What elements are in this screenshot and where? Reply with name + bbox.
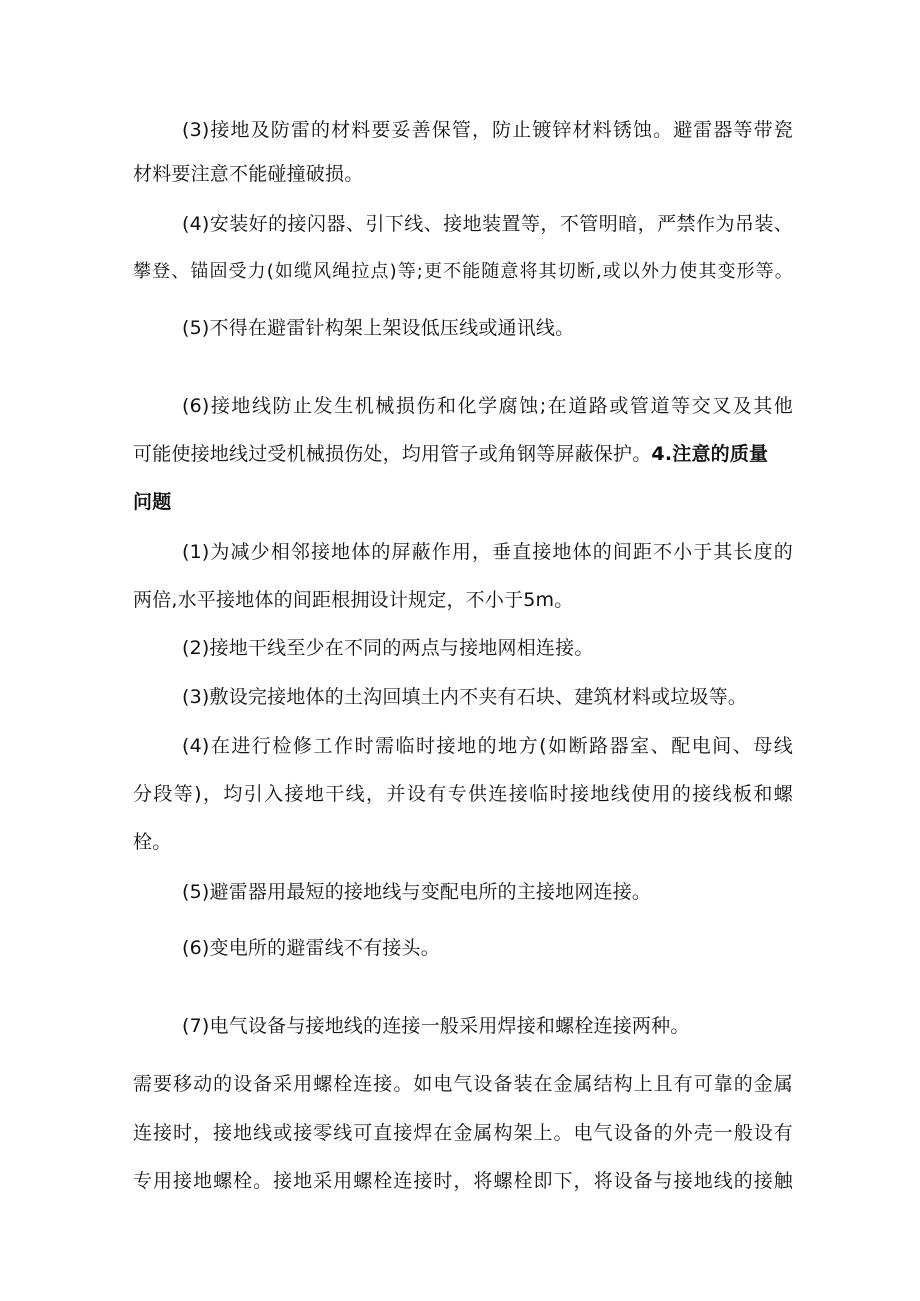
paragraph-line: (5)不得在避雷针构架上架设低压线或通讯线。 [182, 317, 575, 339]
paragraph-line: 需要移动的设备采用螺栓连接。如电气设备装在金属结构上且有可靠的金属 [133, 1073, 793, 1095]
paragraph-line: (3)敷设完接地体的土沟回填土内不夹有石块、建筑材料或垃圾等。 [182, 686, 748, 708]
paragraph-line: (7)电气设备与接地线的连接一般采用焊接和螺栓连接两种。 [182, 1015, 690, 1037]
paragraph-line: 专用接地螺栓。接地采用螺栓连接时，将螺栓即下，将设备与接地线的接触 [133, 1170, 793, 1192]
paragraph-line: 栓。 [133, 831, 172, 853]
paragraph-line: 材料要注意不能碰撞破损。 [133, 163, 364, 185]
paragraph-line: 分段等)，均引入接地干线，并设有专供连接临时接地线使用的接线板和螺 [133, 783, 793, 805]
paragraph-text: 可能使接地线过受机械损伤处，均用管子或角钢等屏蔽保护。 [133, 443, 652, 465]
paragraph-line: (4)安装好的接闪器、引下线、接地装置等，不管明暗，严禁作为吊装、 [182, 213, 793, 235]
paragraph-line: (1)为减少相邻接地体的屏蔽作用，垂直接地体的间距不小于其长度的 [182, 541, 793, 563]
paragraph-line: (2)接地干线至少在不同的两点与接地网相连接。 [182, 637, 594, 659]
paragraph-line: (6)变电所的避雷线不有接头。 [182, 937, 440, 959]
paragraph-line: 连接时，接地线或接零线可直接焊在金属构架上。电气设备的外壳一般设有 [133, 1122, 793, 1144]
section-heading: 4.注意的质量 [651, 443, 769, 465]
paragraph-line: (5)避雷器用最短的接地线与变配电所的主接地网连接。 [182, 881, 652, 903]
paragraph-line: 攀登、锚固受力(如缆风绳拉点)等;更不能随意将其切断,或以外力使其变形等。 [133, 261, 793, 282]
paragraph-line: (4)在进行检修工作时需临时接地的地方(如断路器室、配电间、母线 [182, 735, 793, 757]
paragraph-line: (6)接地线防止发生机械损伤和化学腐蚀;在道路或管道等交叉及其他 [182, 395, 793, 417]
section-heading: 问题 [133, 491, 172, 513]
paragraph-line: (3)接地及防雷的材料要妥善保管，防止镀锌材料锈蚀。避雷器等带瓷 [182, 119, 793, 141]
paragraph-line: 两倍,水平接地体的间距根拥设计规定，不小于5m。 [133, 589, 574, 611]
paragraph-line [133, 441, 793, 467]
